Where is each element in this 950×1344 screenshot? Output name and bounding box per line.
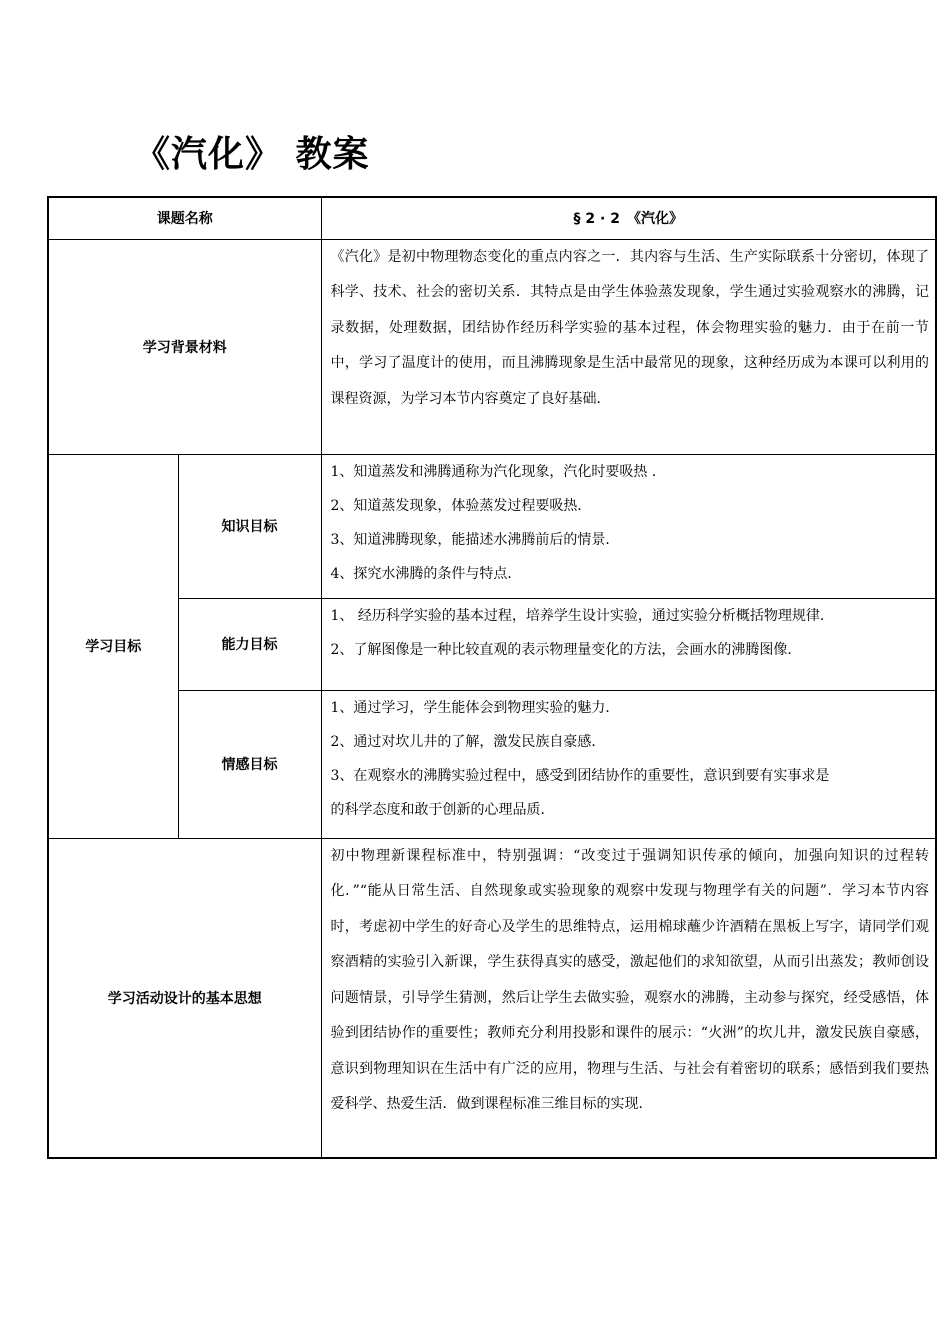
emotion-content <box>321 690 936 838</box>
ability-row <box>48 598 936 690</box>
list-item: 4、探究水沸腾的条件与特点． <box>330 565 522 582</box>
knowledge-content <box>321 454 936 598</box>
knowledge-row <box>48 454 936 598</box>
list-item: 2、知道蒸发现象，体验蒸发过程要吸热． <box>330 497 592 514</box>
emotion-label: 情感目标 <box>178 690 321 838</box>
document-title: 《汽化》 教案 <box>134 134 370 175</box>
list-item: 3、知道沸腾现象，能描述水沸腾前后的情景． <box>330 531 620 548</box>
design-row <box>48 838 936 1158</box>
list-item: 3、在观察水的沸腾实验过程中，感受到团结协作的重要性，意识到要有实事求是 <box>330 767 830 784</box>
background-row <box>48 239 936 454</box>
list-item: 1、 经历科学实验的基本过程，培养学生设计实验，通过实验分析概括物理规律． <box>330 607 834 624</box>
background-content <box>321 239 936 454</box>
background-text: 《汽化》是初中物理物态变化的重点内容之一．其内容与生活、生产实际联系十分密切，体现了科学、技术、社会的密切关系．其特点是由学生体验蒸发现象，学生通过实验观察水的沸腾，记录数据，处理数据，团结协作经历科学实验的基本过程，体会物理实验的魅力．由于在前一节中，学习了温度计的使用，而且沸腾现象是生活中最常见的现象，这种经历成为本课可以利用的课程资源，为学习本节内容奠定了良好基础． <box>330 248 929 407</box>
design-label: 学习活动设计的基本思想 <box>48 838 321 1158</box>
header-row <box>48 197 936 239</box>
list-item: 2、通过对坎儿井的了解，激发民族自豪感． <box>330 733 606 750</box>
design-text: 初中物理新课程标准中，特别强调：“改变过于强调知识传承的倾向，加强向知识的过程转化．”“能从日常生活、自然现象或实验现象的观察中发现与物理学有关的问题”．学习本节内容时，考虑初中学生的好奇心及学生的思维特点，运用棉球蘸少许酒精在黑板上写字，请同学们观察酒精的实验引入新课，学生获得真实的感受，激起他们的求知欲望，从而引出蒸发；教师创设问题情景，引导学生猜测，然后让学生去做实验，观察水的沸腾，主动参与探究，经受感悟，体验到团结协作的重要性；教师充分利用投影和课件的展示：“火洲”的坎儿井，激发民族自豪感，意识到物理知识在生活中有广泛的应用，物理与生活、与社会有着密切的联系；感悟到我们要热爱科学、热爱生活．做到课程标准三维目标的实现． <box>330 847 929 1112</box>
header-label: 课题名称 <box>48 197 321 239</box>
list-item: 的科学态度和敢于创新的心理品质． <box>330 801 555 818</box>
list-item: 1、知道蒸发和沸腾通称为汽化现象，汽化时要吸热 ． <box>330 463 666 480</box>
background-label: 学习背景材料 <box>48 239 321 454</box>
list-item: 1、通过学习，学生能体会到物理实验的魅力． <box>330 699 620 716</box>
lesson-plan-table <box>47 196 937 1159</box>
ability-label: 能力目标 <box>178 598 321 690</box>
emotion-row <box>48 690 936 838</box>
list-item: 2、了解图像是一种比较直观的表示物理量变化的方法，会画水的沸腾图像． <box>330 641 802 658</box>
knowledge-label: 知识目标 <box>178 454 321 598</box>
header-value: § 2 · 2 《汽化》 <box>321 197 936 239</box>
objectives-label: 学习目标 <box>48 454 178 838</box>
ability-content <box>321 598 936 690</box>
design-content <box>321 838 936 1158</box>
